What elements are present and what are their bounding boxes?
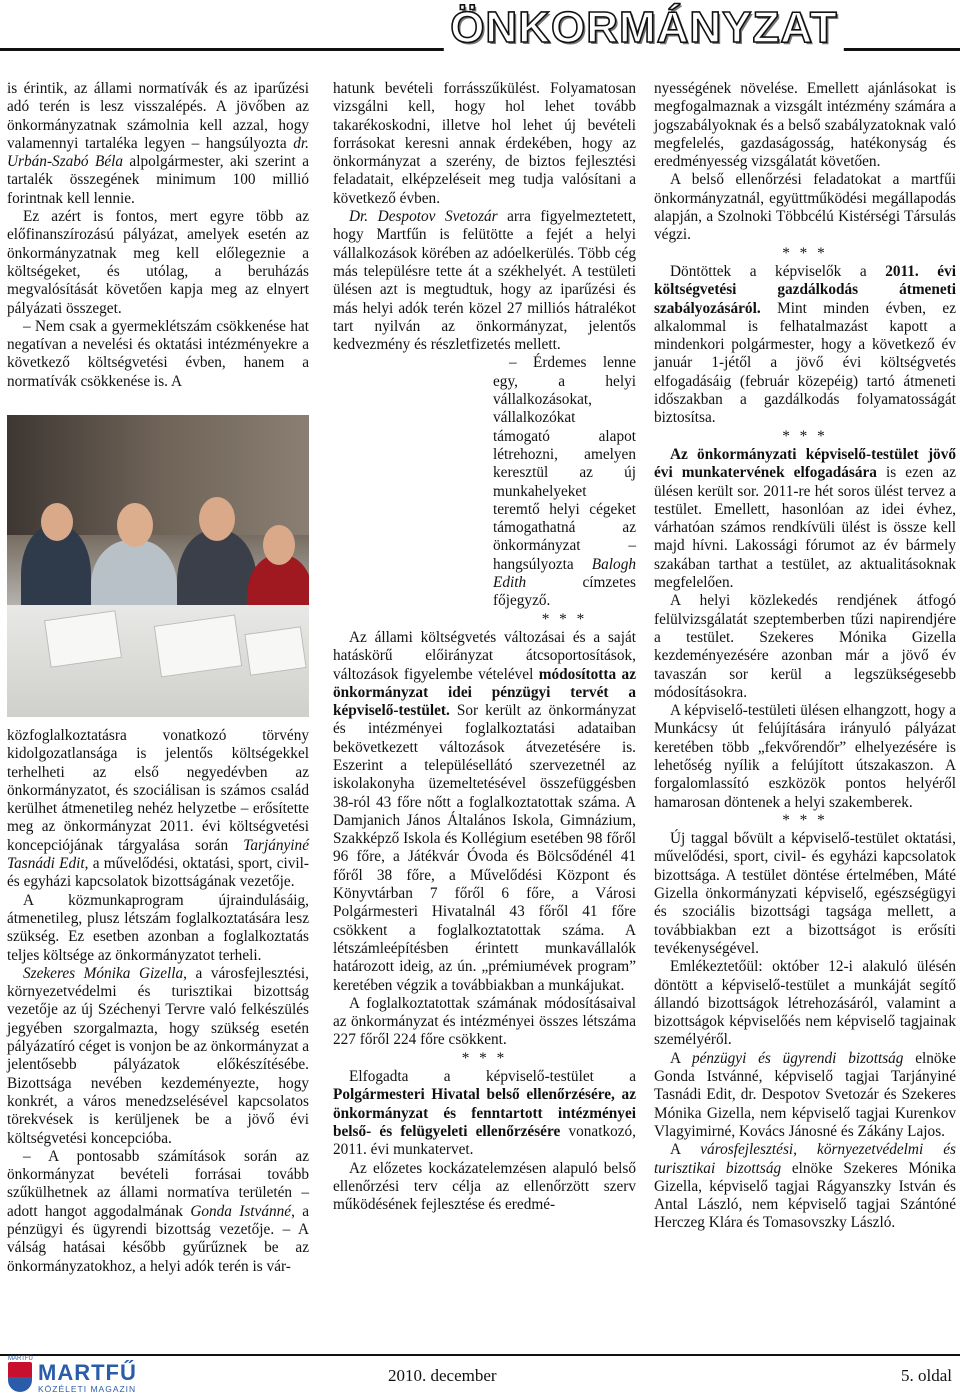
paragraph: A képviselő-testületi ülésen elhangzott, hogy a Munkácsy út felújítására irányuló pályázat keretében több „fekvőrendőr” elhelyezésére is lehetőség nyílik a felújított útszakaszon. A forgalomlassító eszközök pontos helyéről hamarosan döntenek a helyi szakemberek. (654, 702, 956, 811)
section-divider: * * * (782, 244, 828, 262)
photo-document (44, 610, 122, 668)
section-divider: * * * (782, 427, 828, 445)
column-1-bottom (7, 727, 309, 1276)
paragraph: A városfejlesztési, környezetvédelmi és turisztikai bizottság elnöke Szekeres Mónika Gizella, képviselő tagjai Rágyanszky István és Antal László, nem képviselő tagjai Szántóné Herczeg Klára és Tomasovszky László. (654, 1141, 957, 1232)
paragraph: – Érdemes lenne egy, a helyi vállalkozásokat, vállalkozókat támogató alapot létrehozni, amelyen keresztül az új munkahelyeket teremtő helyi cégeket támogathatná az önkormányzat – hangsúlyozta Balogh Edith címzetes főjegyző. (333, 354, 636, 610)
paragraph: Emlékeztetőül: október 12-i alakuló ülésén döntött a képviselő-testület a munkáját segítő állandó bizottságok létrehozásáról, valamint a bizottságok képviselőés nem képviselő tagjainak személyéről. (654, 958, 956, 1049)
magazine-logo (8, 1356, 138, 1396)
person-1-head (41, 503, 73, 541)
column-2 (333, 80, 636, 1214)
paragraph: Döntöttek a képviselők a 2011. évi költségvetési gazdálkodás átmeneti szabályozásáról. Mint minden évben, ez alkalommal is felhatalmazást kapott a mindenkori polgármester, hogy a következő év január 1-jétől a jövő évi költségvetés elfogadásáig (február közepéig) tartó átmeneti időszakban a gazdálkodás folyamatosságát biztosítsa. (654, 262, 956, 427)
paragraph: A pénzügyi és ügyrendi bizottság elnöke Gonda Istvánné, képviselő tagjai Tarjányiné Tasnádi Edit, dr. Despotov Svetozár és Szekeres Mónika Gizella, nem képviselő tagjai Kurenkov Vlagyimirné, Kovács Jánosné és Zákány Lajos. (654, 1049, 956, 1140)
issue-date: 2010. december (388, 1366, 497, 1385)
paragraph: Az önkormányzati képviselő-testület jövő évi munkatervének elfogadására is ezen az ülésen került sor. 2011-re hét soros ülést tervez a testület. Emellett, hasonlóan az idei évhez, várhatóan számos rendkívüli ülést is össze kell majd hívni. Lakossági fórumot az év bármely szakában tarthat a testület, az aktualitásoknak megfelelően. (654, 445, 956, 592)
logo-subtitle: KÖZÉLETI MAGAZIN (38, 1384, 137, 1394)
paragraph: – Nem csak a gyermeklétszám csökkenése hat negatívan a nevelési és oktatási intézményekre a következő költségvetési évben, hanem a normatívák csökkenése is. A (7, 317, 309, 390)
paragraph: hatunk bevételi forrásszűkülést. Folyamatosan vizsgálni kell, hogy hol lehet tovább takarékoskodni, illetve hol lehet új bevételi forrásokat keresni annak érdekében, hogy az önkormányzat a szerény, de biztos fejlesztési feladatait, elképzeléseit meg tudja valósítani a következő évben. (333, 80, 636, 207)
person-2-head (117, 503, 153, 547)
person-3-head (199, 497, 235, 541)
person-4-head (263, 525, 295, 565)
paragraph: Ez azért is fontos, mert egyre több az előfinanszírozású pályázat, amelyek esetén az önkormányzatnak meg kell előlegeznie a költségeket, és utólag, a beruházás megvalósítását követően kapja meg az elnyert pályázati összeget. (7, 208, 309, 317)
logo-top-text: MARTFŰ (8, 1356, 33, 1362)
paragraph: A foglalkoztatottak számának módosításaival az önkormányzat és intézményei összes létszáma 227 főről 224 főre csökkent. (333, 994, 636, 1049)
paragraph: Dr. Despotov Svetozár arra figyelmeztetett, hogy Martfűn is felütötte a fejét a helyi vállalkozások körében az adóelkerülés. Több cég más településre tette át a székhelyét. A testületi ülésen azt is megtudtuk, hogy az iparűzési és más helyi adók terén közel 27 milliós hátralékot tart nyilván az önkormányzat, jelentős kedvezmény és részletfizetés mellett. (333, 208, 636, 354)
footer-rule (0, 1354, 960, 1356)
paragraph: Új taggal bővült a képviselő-testület oktatási, művelődési, sport, civil- és egyházi kapcsolatok bizottsága. A testület döntése értelmében, Máté Gizella önkormányzati képviselő, egészségügyi és szociális bizottsági tagsága mellett, a továbbiakban ezt a bizottságot is erősíti tevékenységével. (654, 830, 956, 957)
paragraph: Az előzetes kockázatelemzésen alapuló belső ellenőrzési terv célja az ellenőrzött szerv működésének fejlesztése és eredmé- (333, 1159, 636, 1214)
column-1-top (7, 80, 309, 391)
page-footer (0, 1346, 960, 1398)
paragraph: A közmunkaprogram újraindulásáig, átmenetileg, plusz létszám foglalkoztatására lesz szükség. Ez esetben azonban a foglalkoztatás teljes költsége az önkormányzatot terheli. (7, 891, 309, 964)
paragraph: is érintik, az állami normatívák és az iparűzési adó terén is lesz visszalépés. A jövőben az önkormányzatnak számolnia kell azzal, hogy valamennyi tartaléka legyen – hangsúlyozta dr. Urbán-Szabó Béla alpolgármester, aki szerint a tartalék összegének minimum 100 millió forintnak kell lennie. (7, 80, 309, 207)
section-divider: * * * (461, 1049, 508, 1067)
photo-document (244, 626, 306, 676)
meeting-photo (7, 415, 309, 717)
paragraph: – A pontosabb számítások során az önkormányzat bevételi forrásai tovább szűkülhetnek az állami normatíva területén – adott hangot aggodalmának Gonda Istvánné, a pénzügyi és ügyrendi bizottság vezetője. – A válság hatásai később gyűrűznek be az önkormányzatokhoz, a helyi adók terén is vár- (7, 1147, 309, 1275)
section-divider: * * * (541, 610, 588, 628)
coat-of-arms-icon (8, 1362, 32, 1392)
page-header (0, 0, 960, 62)
photo-wrap-space (333, 372, 493, 618)
column-3 (654, 80, 956, 1233)
paragraph: A helyi közlekedés rendjének átfogó felülvizsgálatát szeptemberben tűzi napirendjére a testület. Szekeres Mónika Gizella kezdeményezésére azonban már a jövő év tavaszán sor kerül a legszükségesebb módosításokra. (654, 592, 956, 701)
paragraph: Az állami költségvetés változásai és a saját hatáskörű előirányzat átcsoportosítások, változások figyelembe vételével módosította az önkormányzat idei pénzügyi tervét a képviselő-testület. Sor került az önkormányzat és intézményei foglalkoztatási adataiban bekövetkezett változások átvezetésére is. Eszerint a településellátó szervezetnél az iskolakonyha üzemeltetésével összefüggésben 38-ról 43 főre nőtt a foglalkoztatottak száma. A Damjanich János Általános Iskola, Gimnázium, Szakképző Iskola és Kollégium esetében 98 főről 96 főre, a Játékvár Óvoda és Bölcsődénél 41 főről 38 főre, a Művelődési Központ és Könyvtárban 7 főről 6 főre, a Városi Polgármesteri Hivatalnál 43 főről 41 főre csökkent a foglalkoztatottak száma. A létszámleépítésben érintett munkavállalók határozott ideig, az ún. „prémiumévek program” keretében végzik a továbbiakban a munkájukat. (333, 628, 636, 994)
page-number: 5. oldal (901, 1366, 952, 1385)
paragraph: Szekeres Mónika Gizella, a városfejlesztési, környezetvédelmi és turisztikai bizottság vezetője az új Széchenyi Tervre való felkészülés jegyében szorgalmazta, hogy szükség esetén pályázatíró céget is vonjon be az önkormányzat a jelentősebb pályázatok előkészítésébe. Bizottsága nevében kezdeményezte, hogy konkrét, a város menedzselésével kapcsolatos törekvések is kerüljenek be a jövő évi költségvetési koncepcióba. (7, 964, 309, 1147)
paragraph: A belső ellenőrzési feladatokat a martfűi önkormányzatnál, együttműködési megállapodás alapján, a Szolnoki Többcélú Kistérségi Társulás végzi. (654, 171, 956, 244)
paragraph: nyességének növelése. Emellett ajánlásokat is megfogalmaznak a vizsgált intézmény számára a jogszabályoknak és a belső szabályzatoknak való megfelelés, gazdaságosság, hatékonyság és eredményesség vizsgálatát követően. (654, 80, 956, 171)
logo-name: MARTFŰ (38, 1360, 137, 1385)
section-title: ÖNKORMÁNYZAT (444, 4, 844, 52)
paragraph: Elfogadta a képviselő-testület a Polgármesteri Hivatal belső ellenőrzésére, az önkormányzat és fenntartott intézményei belső- és felügyeleti ellenőrzésére vonatkozó, 2011. évi munkatervet. (333, 1068, 637, 1159)
paragraph: közfoglalkoztatásra vonatkozó törvény kidolgozatlansága is jelentős költségekkel terhelheti az első negyedévben az önkormányzatot, és szociálisan is számos család kerülhet átmenetileg nehéz helyzetbe – erősítette meg az önkormányzat 2011. évi költségvetési koncepciójának tárgyalása során Tarjányiné Tasnádi Edit, a művelődési, oktatási, sport, civil- és egyházi kapcsolatok bizottságának vezetője. (7, 727, 310, 891)
section-divider: * * * (782, 811, 828, 829)
